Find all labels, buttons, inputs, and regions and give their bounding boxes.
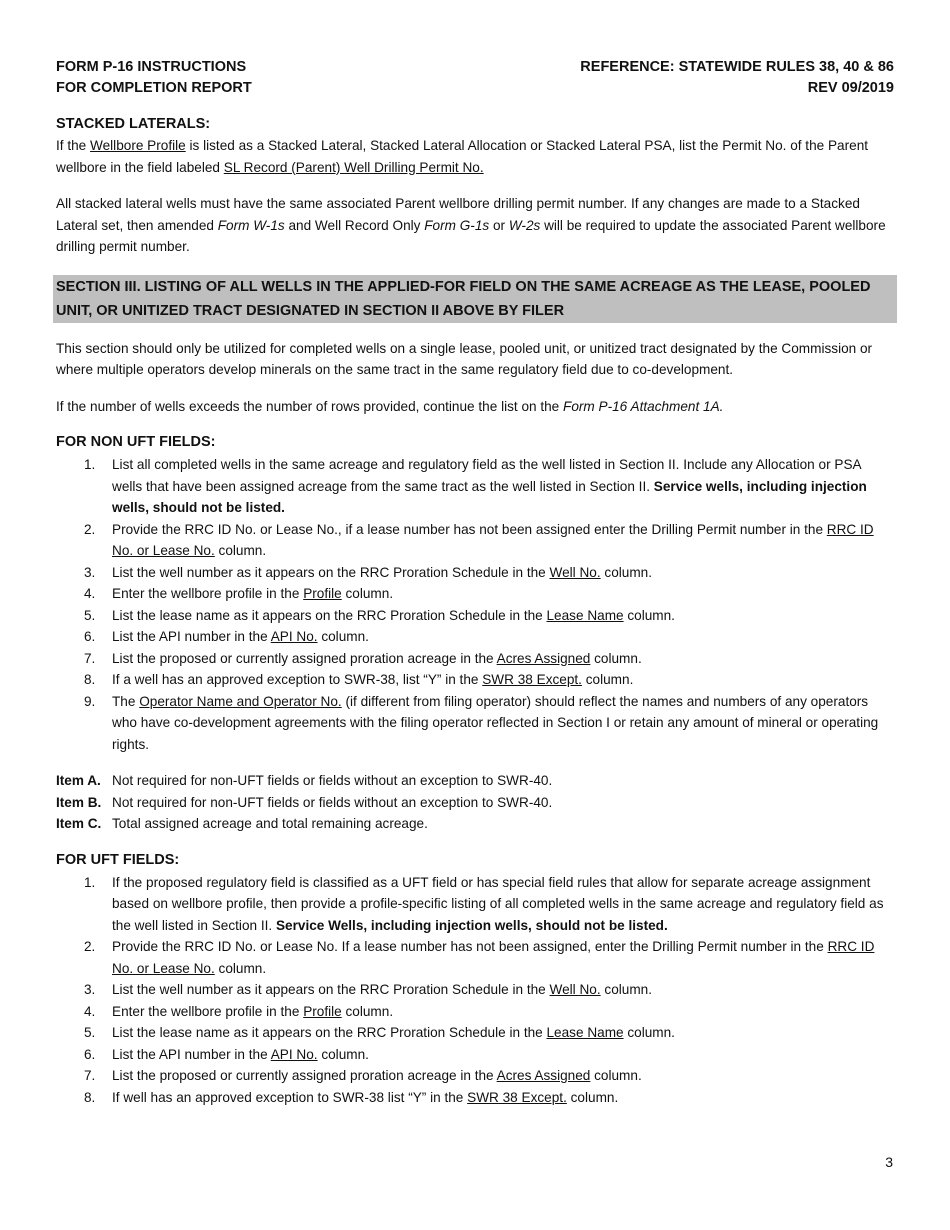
list-item (56, 1065, 894, 1087)
stacked-laterals-heading: STACKED LATERALS: (56, 116, 211, 132)
text-run: column. (623, 607, 675, 623)
section-iii-paragraph-1: This section should only be utilized for completed wells on a single lease, pooled unit, or unitized tract designated by the Commission or where multiple operators develop minerals on the same tract in the same regulatory field due to co-development. (56, 340, 873, 377)
list-item-number: 5. (84, 607, 96, 623)
text-run: column. (623, 1025, 675, 1040)
list-item (56, 454, 894, 519)
list-item (56, 1001, 894, 1023)
text-run: column. (341, 1003, 394, 1019)
list-item (56, 691, 894, 756)
form-title-line1: FORM P-16 INSTRUCTIONS (56, 59, 247, 75)
text-run: column. (581, 672, 634, 687)
text-run: All stacked lateral wells must have the same associated Parent wellbore drilling permit number. If any changes are made to a Stacked Lateral set, then amended (56, 196, 860, 233)
uft-heading: FOR UFT FIELDS: (56, 851, 180, 868)
list-item (56, 626, 894, 648)
list-item-number: 4. (84, 586, 96, 601)
non-uft-instruction-list (56, 454, 894, 755)
revision-line: REV 09/2019 (807, 80, 894, 96)
list-item (56, 1044, 894, 1066)
column-name-ref: Acres Assigned (496, 650, 591, 666)
list-item (56, 583, 894, 605)
list-item-number: 6. (84, 1046, 96, 1062)
list-item-number: 1. (84, 874, 96, 890)
reference-line: REFERENCE: STATEWIDE RULES 38, 40 & 86 (580, 59, 894, 75)
column-name-ref: Acres Assigned (496, 1068, 591, 1083)
text-run: column. (341, 586, 394, 601)
emphasis-note: Service Wells, including injection wells, should not be listed. (275, 917, 668, 933)
list-item (56, 648, 894, 670)
text-run: column. (590, 650, 642, 666)
column-name-ref: Lease Name (546, 1025, 624, 1040)
column-name-ref: API No. (270, 629, 318, 644)
column-name-ref: Profile (303, 1003, 342, 1019)
list-item-number: 8. (84, 1089, 96, 1105)
list-item-number: 3. (84, 982, 96, 997)
column-name-ref: Profile (303, 586, 342, 601)
list-item-number: 7. (84, 1068, 96, 1083)
form-ref: W-2s (508, 217, 541, 233)
uft-instruction-list (56, 872, 894, 1109)
item-label: Item B. (56, 794, 102, 810)
list-item (56, 605, 894, 627)
form-title-header (56, 57, 252, 99)
text-run: or (489, 217, 509, 233)
list-item-number: 7. (84, 650, 96, 666)
text-run: List all completed wells in the same acreage and regulatory field as the well listed in Section II. Include any Allocation or PSA wells that have been assigned acreage from the same tract as the well listed in Section II. (112, 457, 861, 494)
text-run: will be required to update the associated Parent wellbore drilling permit number. (56, 217, 886, 254)
text-run: column. (600, 564, 653, 580)
text-run: If the proposed regulatory field is classified as a UFT field or has special field rules that allow for separate acreage assignment based on wellbore profile, then provide a profile-specific listing of all completed wells in the same acreage and regulatory field as the well listed in Section II. (112, 874, 884, 933)
list-item (56, 669, 894, 691)
text-run: List the API number in the (112, 1046, 271, 1062)
item-text: Not required for non-UFT fields or fields without an exception to SWR-40. (112, 794, 553, 810)
page-number: 3 (885, 1154, 893, 1170)
text-run: List the proposed or currently assigned proration acreage in the (112, 1068, 497, 1083)
text-run: column. (600, 982, 653, 997)
list-item (56, 979, 894, 1001)
column-name-ref: Lease Name (546, 607, 624, 623)
item-letter-list (56, 770, 894, 835)
list-item-number: 8. (84, 672, 96, 687)
text-run: column. (214, 543, 267, 558)
column-name-ref: Well No. (549, 564, 601, 580)
text-run: Enter the wellbore profile in the (112, 586, 304, 601)
text-run: column. (317, 629, 369, 644)
reference-header (580, 57, 894, 99)
section-iii-paragraph-2 (56, 396, 894, 418)
attachment-ref: Form P-16 Attachment 1A. (563, 398, 724, 414)
stacked-laterals-paragraph-1 (56, 135, 894, 178)
text-run: The (112, 693, 140, 709)
text-run: is listed as a Stacked Lateral, Stacked Lateral Allocation or Stacked Lateral PSA, list the Permit No. of the Parent wellbore in the field labeled (56, 138, 869, 175)
text-run: Provide the RRC ID No. or Lease No., if a lease number has not been assigned enter the Drilling Permit number in the (112, 521, 827, 537)
form-ref: Form W-1s (217, 217, 285, 233)
text-run: column. (214, 960, 267, 976)
column-name-ref: API No. (270, 1046, 318, 1062)
list-item (56, 1022, 894, 1044)
item-text: Not required for non-UFT fields or fields without an exception to SWR-40. (112, 773, 553, 788)
text-run: and Well Record Only (284, 217, 425, 233)
list-item (56, 1087, 894, 1109)
column-name-ref: RRC ID No. or Lease No. (112, 939, 875, 976)
item-letter-row (56, 792, 894, 814)
text-run: column. (590, 1068, 642, 1083)
list-item (56, 936, 894, 979)
stacked-laterals-paragraph-2 (56, 193, 894, 258)
section-iii-title-bar: SECTION III. LISTING OF ALL WELLS IN THE APPLIED-FOR FIELD ON THE SAME ACREAGE AS THE LEASE, POOLED UNIT, OR UNITIZED TRACT DESIGNATED IN SECTION II ABOVE BY FILER (53, 275, 897, 323)
text-run: Provide the RRC ID No. or Lease No. If a lease number has not been assigned, enter the Drilling Permit number in the (112, 939, 828, 954)
list-item-number: 2. (84, 521, 96, 537)
emphasis-note: Service wells, including injection wells, should not be listed. (112, 478, 867, 515)
column-name-ref: Operator Name and Operator No. (139, 693, 342, 709)
non-uft-heading: FOR NON UFT FIELDS: (56, 434, 216, 450)
text-run: If the (56, 138, 91, 153)
item-text: Total assigned acreage and total remaining acreage. (112, 816, 428, 831)
list-item-number: 9. (84, 693, 96, 709)
list-item-number: 5. (84, 1025, 96, 1040)
item-label: Item A. (56, 773, 101, 788)
text-run: List the proposed or currently assigned proration acreage in the (112, 650, 497, 666)
form-ref: Form G-1s (424, 217, 490, 233)
text-run: column. (566, 1089, 619, 1105)
text-run: List the well number as it appears on the RRC Proration Schedule in the (112, 982, 550, 997)
sl-record-field-ref: SL Record (Parent) Well Drilling Permit No. (223, 159, 484, 175)
wellbore-profile-field-ref: Wellbore Profile (90, 138, 186, 153)
item-letter-row (56, 770, 894, 792)
column-name-ref: RRC ID No. or Lease No. (112, 521, 874, 558)
document-body (56, 114, 894, 1108)
text-run: List the well number as it appears on the RRC Proration Schedule in the (112, 564, 550, 580)
form-title-line2: FOR COMPLETION REPORT (56, 80, 252, 96)
list-item-number: 3. (84, 564, 96, 580)
text-run: column. (317, 1046, 369, 1062)
text-run: Enter the wellbore profile in the (112, 1003, 304, 1019)
column-name-ref: SWR 38 Except. (482, 672, 582, 687)
text-run: If well has an approved exception to SWR-38 list “Y” in the (112, 1089, 468, 1105)
text-run: List the lease name as it appears on the RRC Proration Schedule in the (112, 607, 547, 623)
item-label: Item C. (56, 816, 102, 831)
list-item (56, 872, 894, 937)
item-letter-row (56, 813, 894, 835)
list-item-number: 4. (84, 1003, 96, 1019)
text-run: List the API number in the (112, 629, 271, 644)
list-item (56, 562, 894, 584)
list-item (56, 519, 894, 562)
text-run: If the number of wells exceeds the number of rows provided, continue the list on the (56, 398, 564, 414)
list-item-number: 6. (84, 629, 96, 644)
list-item-number: 2. (84, 939, 96, 954)
text-run: If a well has an approved exception to SWR-38, list “Y” in the (112, 672, 483, 687)
list-item-number: 1. (84, 457, 96, 472)
text-run: List the lease name as it appears on the RRC Proration Schedule in the (112, 1025, 547, 1040)
column-name-ref: SWR 38 Except. (467, 1089, 567, 1105)
column-name-ref: Well No. (549, 982, 601, 997)
text-run: (if different from filing operator) should reflect the names and numbers of any operators who have co-development agreements with the filing operator reflected in Section I or retain any amount of mineral or operating rights. (112, 693, 879, 752)
